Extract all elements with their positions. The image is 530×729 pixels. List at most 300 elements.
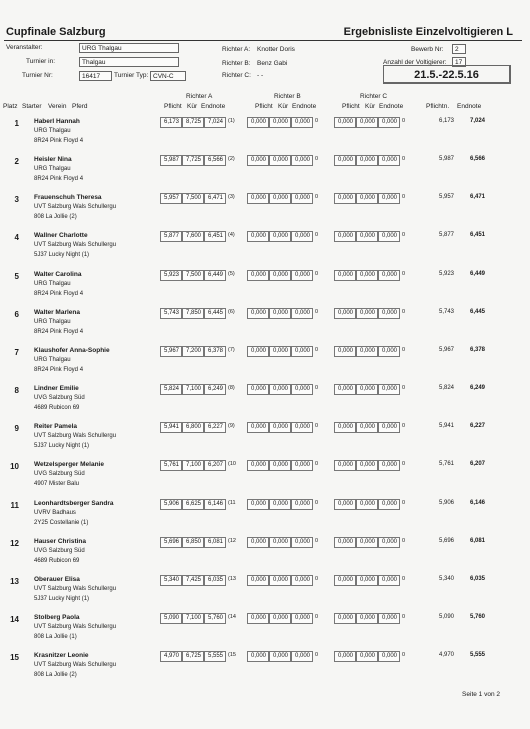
richter-c-kuer: 0,000 [356, 231, 378, 242]
richter-b-rank: 0 [315, 385, 319, 391]
richter-c-kuer: 0,000 [356, 575, 378, 586]
richter-a-endnote: 6,249 [204, 384, 226, 395]
richter-b-rank: 0 [315, 461, 319, 467]
richter-c-rank: 0 [402, 576, 406, 582]
starter-name: Wallner Charlotte [34, 232, 88, 239]
richter-b-kuer: 0,000 [269, 422, 291, 433]
richter-c-value: - - [257, 72, 264, 79]
richter-a-rank: (8) [228, 385, 235, 391]
starter-name: Oberauer Elisa [34, 576, 80, 583]
richter-c-rank: 0 [402, 309, 406, 315]
richter-b-rank: 0 [315, 538, 319, 544]
richter-a-rank: (9) [228, 423, 235, 429]
richter-c-pflicht: 0,000 [334, 346, 356, 357]
verein-name: URG Thalgau [34, 319, 71, 325]
richter-c-label: Richter C: [222, 72, 251, 79]
richter-a-endnote: 5,760 [204, 613, 226, 624]
richter-c-rank: 0 [402, 500, 406, 506]
verein-name: UVT Salzburg Wals Schullergu [34, 204, 117, 210]
richter-a-endnote: 6,566 [204, 155, 226, 166]
richter-c-pflicht: 0,000 [334, 422, 356, 433]
table-row [0, 537, 530, 577]
richter-a-kuer: 7,725 [182, 155, 204, 166]
richter-b-rank: 0 [315, 194, 319, 200]
richter-c-rank: 0 [402, 347, 406, 353]
richter-a-pflicht: 5,761 [160, 460, 182, 471]
richter-b-pflicht: 0,000 [247, 270, 269, 281]
turnier-in-label: Turnier in: [26, 58, 56, 65]
richter-a-pflicht: 5,877 [160, 231, 182, 242]
pflichtnote-value: 5,923 [438, 271, 454, 277]
pflichtnote-value: 5,696 [438, 538, 454, 544]
richter-b-kuer: 0,000 [269, 346, 291, 357]
col-c-kuer: Kür [365, 103, 376, 110]
richter-a-rank: (3) [228, 194, 235, 200]
richter-c-kuer: 0,000 [356, 499, 378, 510]
pferd-name: 2Y25 Costellanie (1) [34, 520, 89, 526]
richter-c-endnote: 0,000 [378, 231, 400, 242]
richter-c-endnote: 0,000 [378, 308, 400, 319]
pflichtnote-value: 5,877 [438, 232, 454, 238]
richter-b-endnote: 0,000 [291, 575, 313, 586]
richter-c-rank: 0 [402, 461, 406, 467]
verein-name: URG Thalgau [34, 166, 71, 172]
pflichtnote-value: 5,743 [438, 309, 454, 315]
richter-b-pflicht: 0,000 [247, 537, 269, 548]
richter-b-pflicht: 0,000 [247, 499, 269, 510]
richter-b-endnote: 0,000 [291, 155, 313, 166]
endnote-value: 6,566 [469, 156, 485, 162]
richter-b-pflicht: 0,000 [247, 231, 269, 242]
richter-b-rank: 0 [315, 652, 319, 658]
richter-a-endnote: 6,378 [204, 346, 226, 357]
richter-b-pflicht: 0,000 [247, 193, 269, 204]
pferd-name: 8R24 Pink Floyd 4 [34, 176, 84, 182]
richter-b-endnote: 0,000 [291, 308, 313, 319]
richter-b-kuer: 0,000 [269, 460, 291, 471]
richter-c-kuer: 0,000 [356, 346, 378, 357]
richter-c-kuer: 0,000 [356, 308, 378, 319]
verein-name: UVG Salzburg Süd [34, 471, 85, 477]
pferd-name: 4907 Mister Balu [34, 481, 80, 487]
turnier-in-value: Thalgau [79, 57, 179, 67]
pferd-name: 8R24 Pink Floyd 4 [34, 138, 84, 144]
title-divider [4, 40, 522, 41]
richter-c-rank: 0 [402, 652, 406, 658]
richter-a-kuer: 7,100 [182, 460, 204, 471]
veranstalter-value: URG Thalgau [79, 43, 179, 53]
richter-c-endnote: 0,000 [378, 155, 400, 166]
richter-c-endnote: 0,000 [378, 117, 400, 128]
col-b-pflicht: Pflicht [255, 103, 273, 110]
turnier-typ-value: CVN-C [150, 71, 186, 81]
platz-value: 4 [14, 233, 19, 242]
richter-c-kuer: 0,000 [356, 651, 378, 662]
table-row [0, 155, 530, 195]
platz-value: 7 [14, 348, 19, 357]
table-row [0, 460, 530, 500]
richter-a-pflicht: 5,957 [160, 193, 182, 204]
table-row [0, 651, 530, 691]
starter-name: Heisler Nina [34, 156, 72, 163]
starter-name: Frauenschuh Theresa [34, 194, 102, 201]
richter-c-kuer: 0,000 [356, 117, 378, 128]
richter-b-pflicht: 0,000 [247, 117, 269, 128]
richter-b-value: Benz Gabi [257, 60, 288, 67]
richter-b-kuer: 0,000 [269, 193, 291, 204]
richter-c-endnote: 0,000 [378, 613, 400, 624]
richter-b-pflicht: 0,000 [247, 613, 269, 624]
verein-name: UVT Salzburg Wals Schullergu [34, 662, 117, 668]
event-title: Cupfinale Salzburg [6, 26, 106, 38]
endnote-value: 6,146 [469, 500, 485, 506]
veranstalter-label: Veranstalter: [6, 44, 43, 51]
richter-a-endnote: 7,024 [204, 117, 226, 128]
richter-a-kuer: 7,850 [182, 308, 204, 319]
starter-name: Walter Marlena [34, 309, 80, 316]
endnote-value: 7,024 [469, 118, 485, 124]
pferd-name: 808 La Jollie (2) [34, 214, 77, 220]
richter-a-kuer: 7,200 [182, 346, 204, 357]
pflichtnote-value: 6,173 [438, 118, 454, 124]
endnote-value: 6,035 [469, 576, 485, 582]
endnote-value: 6,227 [469, 423, 485, 429]
richter-b-endnote: 0,000 [291, 499, 313, 510]
table-row [0, 575, 530, 615]
richter-b-pflicht: 0,000 [247, 384, 269, 395]
richter-a-pflicht: 5,743 [160, 308, 182, 319]
richter-b-endnote: 0,000 [291, 384, 313, 395]
richter-c-endnote: 0,000 [378, 270, 400, 281]
richter-c-endnote: 0,000 [378, 193, 400, 204]
richter-a-kuer: 6,725 [182, 651, 204, 662]
richter-c-kuer: 0,000 [356, 270, 378, 281]
richter-c-pflicht: 0,000 [334, 460, 356, 471]
pferd-name: 4689 Rubicon 69 [34, 558, 80, 564]
richter-c-pflicht: 0,000 [334, 613, 356, 624]
table-row [0, 193, 530, 233]
richter-a-pflicht: 5,923 [160, 270, 182, 281]
pferd-name: 808 La Jollie (1) [34, 634, 77, 640]
col-richter-c: Richter C [360, 93, 388, 100]
endnote-value: 6,081 [469, 538, 485, 544]
starter-name: Hauser Christina [34, 538, 87, 545]
richter-b-kuer: 0,000 [269, 270, 291, 281]
platz-value: 10 [10, 462, 19, 471]
page-number: Seite 1 von 2 [462, 691, 500, 698]
richter-a-rank: (15 [228, 652, 236, 658]
richter-a-rank: (12 [228, 538, 236, 544]
pflichtnote-value: 5,340 [438, 576, 454, 582]
richter-a-kuer: 7,425 [182, 575, 204, 586]
richter-c-endnote: 0,000 [378, 651, 400, 662]
turnier-nr-label: Turnier Nr: [22, 72, 53, 79]
table-row [0, 231, 530, 271]
platz-value: 5 [14, 272, 19, 281]
richter-b-kuer: 0,000 [269, 155, 291, 166]
richter-a-label: Richter A: [222, 46, 251, 53]
richter-a-rank: (6) [228, 309, 235, 315]
richter-c-rank: 0 [402, 232, 406, 238]
richter-b-kuer: 0,000 [269, 499, 291, 510]
richter-a-pflicht: 5,941 [160, 422, 182, 433]
endnote-value: 6,378 [469, 347, 485, 353]
richter-b-pflicht: 0,000 [247, 651, 269, 662]
richter-b-endnote: 0,000 [291, 346, 313, 357]
richter-a-endnote: 5,555 [204, 651, 226, 662]
richter-c-kuer: 0,000 [356, 384, 378, 395]
richter-a-endnote: 6,146 [204, 499, 226, 510]
richter-a-rank: (2) [228, 156, 235, 162]
richter-a-pflicht: 6,173 [160, 117, 182, 128]
starter-name: Krasnitzer Leonie [34, 652, 89, 659]
endnote-value: 6,451 [469, 232, 485, 238]
verein-name: URG Thalgau [34, 128, 71, 134]
starter-name: Haberl Hannah [34, 118, 80, 125]
verein-name: UVT Salzburg Wals Schullergu [34, 433, 117, 439]
pflichtnote-value: 5,941 [438, 423, 454, 429]
verein-name: URG Thalgau [34, 281, 71, 287]
richter-a-endnote: 6,449 [204, 270, 226, 281]
richter-c-pflicht: 0,000 [334, 537, 356, 548]
platz-value: 15 [10, 653, 19, 662]
pferd-name: 8R24 Pink Floyd 4 [34, 329, 84, 335]
col-endnote-total: Endnote [457, 103, 482, 110]
richter-c-kuer: 0,000 [356, 613, 378, 624]
richter-b-rank: 0 [315, 156, 319, 162]
richter-a-kuer: 6,800 [182, 422, 204, 433]
richter-a-rank: (10 [228, 461, 236, 467]
pferd-name: 4689 Rubicon 69 [34, 405, 80, 411]
richter-a-pflicht: 4,970 [160, 651, 182, 662]
verein-name: UVT Salzburg Wals Schullergu [34, 586, 117, 592]
richter-c-endnote: 0,000 [378, 422, 400, 433]
col-pflichtnote: Pflichtn. [426, 103, 450, 110]
richter-a-rank: (1) [228, 118, 235, 124]
richter-b-rank: 0 [315, 500, 319, 506]
col-platz: Platz [3, 103, 18, 110]
platz-value: 13 [10, 577, 19, 586]
table-row [0, 499, 530, 539]
richter-c-endnote: 0,000 [378, 346, 400, 357]
bewerb-value: 2 [452, 44, 466, 54]
table-row [0, 384, 530, 424]
richter-c-rank: 0 [402, 156, 406, 162]
richter-b-endnote: 0,000 [291, 231, 313, 242]
starter-name: Wetzelsperger Melanie [34, 461, 104, 468]
pflichtnote-value: 5,957 [438, 194, 454, 200]
richter-a-kuer: 7,600 [182, 231, 204, 242]
richter-c-rank: 0 [402, 423, 406, 429]
pflichtnote-value: 5,761 [438, 461, 454, 467]
richter-b-endnote: 0,000 [291, 422, 313, 433]
platz-value: 14 [10, 615, 19, 624]
verein-name: UVG Salzburg Süd [34, 395, 85, 401]
richter-a-pflicht: 5,824 [160, 384, 182, 395]
richter-b-endnote: 0,000 [291, 460, 313, 471]
richter-c-kuer: 0,000 [356, 155, 378, 166]
richter-a-value: Knotter Doris [257, 46, 295, 53]
richter-a-endnote: 6,227 [204, 422, 226, 433]
pferd-name: 808 La Jollie (2) [34, 672, 77, 678]
col-verein: Verein [48, 103, 67, 110]
richter-b-rank: 0 [315, 271, 319, 277]
pferd-name: 5J37 Lucky Night (1) [34, 252, 90, 258]
verein-name: UVG Salzburg Süd [34, 548, 85, 554]
table-row [0, 308, 530, 348]
richter-b-kuer: 0,000 [269, 651, 291, 662]
richter-c-endnote: 0,000 [378, 499, 400, 510]
starter-name: Walter Carolina [34, 271, 82, 278]
richter-c-pflicht: 0,000 [334, 117, 356, 128]
richter-c-rank: 0 [402, 538, 406, 544]
richter-c-pflicht: 0,000 [334, 193, 356, 204]
list-title: Ergebnisliste Einzelvoltigieren L [343, 26, 513, 38]
richter-c-endnote: 0,000 [378, 575, 400, 586]
starter-name: Reiter Pamela [34, 423, 77, 430]
richter-c-pflicht: 0,000 [334, 651, 356, 662]
platz-value: 12 [10, 539, 19, 548]
pflichtnote-value: 4,970 [438, 652, 454, 658]
richter-b-pflicht: 0,000 [247, 308, 269, 319]
event-date: 21.5.-22.5.16 [383, 65, 511, 84]
col-richter-b: Richter B [274, 93, 301, 100]
col-richter-a: Richter A [186, 93, 213, 100]
richter-b-pflicht: 0,000 [247, 346, 269, 357]
richter-b-endnote: 0,000 [291, 537, 313, 548]
richter-b-endnote: 0,000 [291, 613, 313, 624]
richter-a-kuer: 7,100 [182, 613, 204, 624]
turnier-typ-label: Turnier Typ: [114, 72, 149, 79]
pflichtnote-value: 5,967 [438, 347, 454, 353]
richter-b-kuer: 0,000 [269, 537, 291, 548]
richter-a-kuer: 7,100 [182, 384, 204, 395]
richter-b-pflicht: 0,000 [247, 155, 269, 166]
richter-a-kuer: 7,500 [182, 270, 204, 281]
pflichtnote-value: 5,090 [438, 614, 454, 620]
richter-a-endnote: 6,207 [204, 460, 226, 471]
richter-b-rank: 0 [315, 118, 319, 124]
richter-a-pflicht: 5,340 [160, 575, 182, 586]
richter-b-endnote: 0,000 [291, 117, 313, 128]
richter-b-kuer: 0,000 [269, 231, 291, 242]
richter-b-rank: 0 [315, 309, 319, 315]
table-row [0, 270, 530, 310]
richter-a-kuer: 8,725 [182, 117, 204, 128]
col-starter: Starter [22, 103, 42, 110]
richter-c-rank: 0 [402, 614, 406, 620]
richter-c-kuer: 0,000 [356, 537, 378, 548]
richter-a-pflicht: 5,987 [160, 155, 182, 166]
col-a-pflicht: Pflicht [164, 103, 182, 110]
verein-name: UVRV Badhaus [34, 510, 76, 516]
richter-b-kuer: 0,000 [269, 384, 291, 395]
richter-c-endnote: 0,000 [378, 384, 400, 395]
platz-value: 9 [14, 424, 19, 433]
richter-c-pflicht: 0,000 [334, 575, 356, 586]
richter-a-rank: (5) [228, 271, 235, 277]
bewerb-label: Bewerb Nr: [411, 46, 444, 53]
richter-a-kuer: 7,500 [182, 193, 204, 204]
richter-b-pflicht: 0,000 [247, 460, 269, 471]
richter-c-pflicht: 0,000 [334, 231, 356, 242]
richter-a-rank: (4) [228, 232, 235, 238]
richter-c-rank: 0 [402, 118, 406, 124]
richter-c-kuer: 0,000 [356, 460, 378, 471]
richter-a-endnote: 6,451 [204, 231, 226, 242]
richter-a-pflicht: 5,906 [160, 499, 182, 510]
col-a-kuer: Kür [187, 103, 198, 110]
richter-a-pflicht: 5,967 [160, 346, 182, 357]
richter-c-pflicht: 0,000 [334, 384, 356, 395]
endnote-value: 6,449 [469, 271, 485, 277]
verein-name: URG Thalgau [34, 357, 71, 363]
endnote-value: 6,471 [469, 194, 485, 200]
endnote-value: 6,249 [469, 385, 485, 391]
richter-b-kuer: 0,000 [269, 308, 291, 319]
verein-name: UVT Salzburg Wals Schullergu [34, 624, 117, 630]
pflichtnote-value: 5,987 [438, 156, 454, 162]
richter-b-kuer: 0,000 [269, 117, 291, 128]
richter-c-endnote: 0,000 [378, 537, 400, 548]
richter-c-rank: 0 [402, 271, 406, 277]
table-row [0, 422, 530, 462]
richter-b-rank: 0 [315, 232, 319, 238]
verein-name: UVT Salzburg Wals Schullergu [34, 242, 117, 248]
starter-name: Leonhardtsberger Sandra [34, 500, 114, 507]
richter-a-pflicht: 5,696 [160, 537, 182, 548]
richter-a-rank: (7) [228, 347, 235, 353]
richter-b-rank: 0 [315, 614, 319, 620]
richter-a-rank: (14 [228, 614, 236, 620]
col-c-endnote: Endnote [379, 103, 404, 110]
endnote-value: 5,555 [469, 652, 485, 658]
richter-c-rank: 0 [402, 385, 406, 391]
platz-value: 11 [10, 501, 19, 510]
col-a-endnote: Endnote [201, 103, 226, 110]
platz-value: 8 [14, 386, 19, 395]
richter-b-endnote: 0,000 [291, 651, 313, 662]
richter-c-pflicht: 0,000 [334, 270, 356, 281]
platz-value: 2 [14, 157, 19, 166]
platz-value: 1 [14, 119, 19, 128]
pferd-name: 5J37 Lucky Night (1) [34, 443, 90, 449]
richter-b-endnote: 0,000 [291, 270, 313, 281]
col-pferd: Pferd [72, 103, 88, 110]
richter-b-label: Richter B: [222, 60, 251, 67]
richter-a-kuer: 6,625 [182, 499, 204, 510]
platz-value: 6 [14, 310, 19, 319]
richter-b-rank: 0 [315, 423, 319, 429]
starter-name: Lindner Emilie [34, 385, 79, 392]
richter-b-rank: 0 [315, 347, 319, 353]
richter-b-pflicht: 0,000 [247, 422, 269, 433]
platz-value: 3 [14, 195, 19, 204]
richter-a-pflicht: 5,090 [160, 613, 182, 624]
richter-b-endnote: 0,000 [291, 193, 313, 204]
table-row [0, 117, 530, 157]
pflichtnote-value: 5,906 [438, 500, 454, 506]
pferd-name: 8R24 Pink Floyd 4 [34, 291, 84, 297]
richter-a-rank: (13 [228, 576, 236, 582]
starter-name: Stolberg Paola [34, 614, 80, 621]
richter-a-kuer: 6,850 [182, 537, 204, 548]
starter-name: Klaushofer Anna-Sophie [34, 347, 110, 354]
richter-c-pflicht: 0,000 [334, 308, 356, 319]
endnote-value: 6,207 [469, 461, 485, 467]
turnier-nr-value: 16417 [79, 71, 112, 81]
richter-c-endnote: 0,000 [378, 460, 400, 471]
